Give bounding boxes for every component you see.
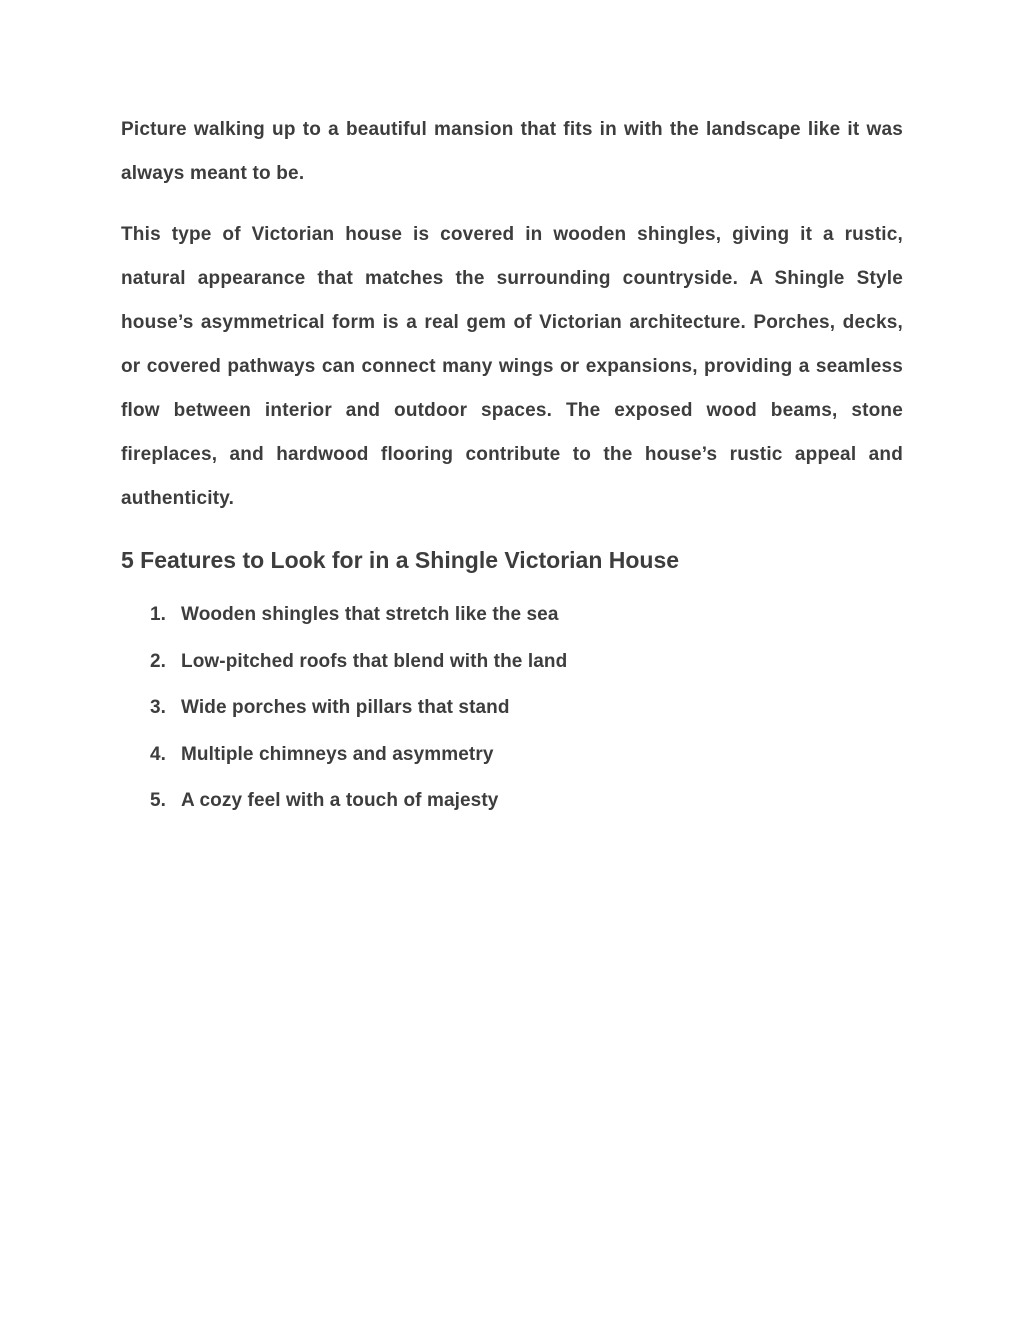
features-list (121, 592, 903, 825)
description-paragraph: This type of Victorian house is covered in wooden shingles, giving it a rustic, natural appearance that matches the surrounding countryside. A Shingle Style house’s asymmetrical form is a real gem of Victorian architecture. Porches, decks, or covered pathways can connect many wings or expansions, providing a seamless flow between interior and outdoor spaces. The exposed wood beams, stone fireplaces, and hardwood flooring contribute to the house’s rustic appeal and authenticity. (121, 224, 903, 509)
intro-paragraph: Picture walking up to a beautiful mansion that fits in with the landscape like it was always meant to be. (121, 119, 903, 184)
list-item-number: 5. (150, 790, 167, 811)
list-item-number: 3. (150, 697, 167, 718)
list-item (121, 592, 903, 639)
list-item-text: Low-pitched roofs that blend with the land (181, 650, 568, 672)
list-item (121, 685, 903, 732)
list-item (121, 732, 903, 779)
list-item-number: 2. (150, 650, 167, 672)
list-item-number: 1. (150, 604, 167, 625)
list-item-text: A cozy feel with a touch of majesty (181, 790, 499, 811)
list-item-text: Wide porches with pillars that stand (181, 697, 510, 718)
section-heading: 5 Features to Look for in a Shingle Victorian House (121, 547, 680, 573)
list-item-text: Multiple chimneys and asymmetry (181, 743, 494, 765)
list-item (121, 639, 903, 686)
document-page (121, 108, 903, 825)
list-item-text: Wooden shingles that stretch like the sea (181, 604, 559, 625)
list-item-number: 4. (150, 743, 167, 765)
list-item (121, 778, 903, 825)
